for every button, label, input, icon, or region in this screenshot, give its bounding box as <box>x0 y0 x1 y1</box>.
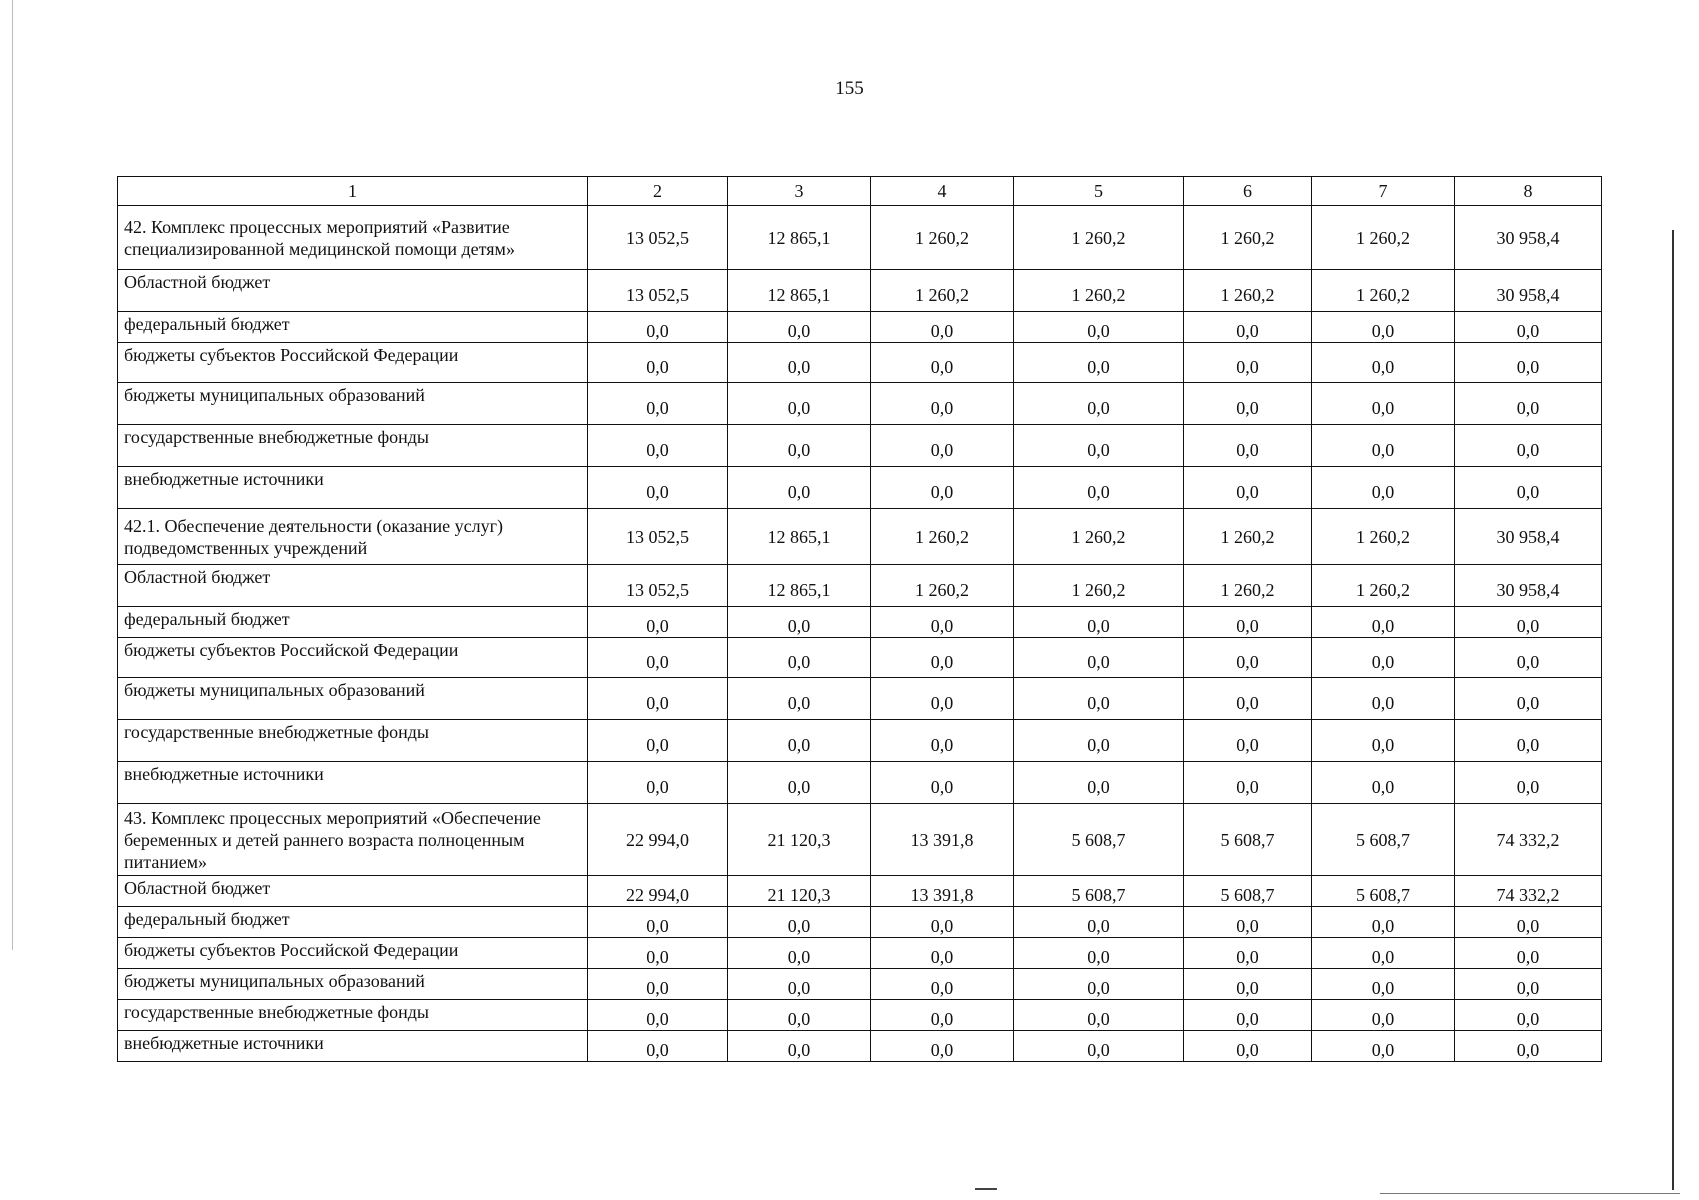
table-row <box>118 969 1602 1000</box>
value-cell: 0,0 <box>588 1031 728 1062</box>
value-cell: 21 120,3 <box>728 876 871 907</box>
value-cell: 0,0 <box>871 383 1014 425</box>
value-cell: 1 260,2 <box>1014 206 1184 270</box>
value-cell: 0,0 <box>1312 762 1455 804</box>
value-cell: 0,0 <box>871 907 1014 938</box>
value-cell: 0,0 <box>1184 607 1312 638</box>
value-cell: 0,0 <box>1184 969 1312 1000</box>
value-cell: 0,0 <box>1184 425 1312 467</box>
table-row <box>118 876 1602 907</box>
value-cell: 12 865,1 <box>728 565 871 607</box>
value-cell: 0,0 <box>588 1000 728 1031</box>
value-cell: 1 260,2 <box>1312 565 1455 607</box>
value-cell: 0,0 <box>728 343 871 383</box>
row-label: государственные внебюджетные фонды <box>118 1000 588 1031</box>
row-label: бюджеты муниципальных образований <box>118 969 588 1000</box>
row-label: бюджеты муниципальных образований <box>118 383 588 425</box>
row-label: федеральный бюджет <box>118 907 588 938</box>
value-cell: 0,0 <box>1014 383 1184 425</box>
value-cell: 0,0 <box>1014 938 1184 969</box>
value-cell: 0,0 <box>1455 425 1602 467</box>
value-cell: 0,0 <box>1014 425 1184 467</box>
column-header: 6 <box>1184 177 1312 206</box>
table-row <box>118 678 1602 720</box>
value-cell: 0,0 <box>871 312 1014 343</box>
value-cell: 13 391,8 <box>871 876 1014 907</box>
value-cell: 5 608,7 <box>1312 876 1455 907</box>
value-cell: 22 994,0 <box>588 804 728 876</box>
value-cell: 12 865,1 <box>728 270 871 312</box>
table-row <box>118 762 1602 804</box>
value-cell: 0,0 <box>1184 938 1312 969</box>
value-cell: 0,0 <box>728 907 871 938</box>
value-cell: 13 052,5 <box>588 270 728 312</box>
value-cell: 0,0 <box>1455 762 1602 804</box>
value-cell: 0,0 <box>1184 383 1312 425</box>
value-cell: 0,0 <box>1014 312 1184 343</box>
value-cell: 0,0 <box>1184 762 1312 804</box>
value-cell: 0,0 <box>1014 343 1184 383</box>
value-cell: 0,0 <box>1312 638 1455 678</box>
value-cell: 5 608,7 <box>1014 804 1184 876</box>
row-label: 42.1. Обеспечение деятельности (оказание услуг) подведомственных учреждений <box>118 509 588 565</box>
value-cell: 0,0 <box>1312 907 1455 938</box>
value-cell: 0,0 <box>728 1000 871 1031</box>
value-cell: 74 332,2 <box>1455 876 1602 907</box>
value-cell: 0,0 <box>871 678 1014 720</box>
value-cell: 0,0 <box>1184 312 1312 343</box>
value-cell: 0,0 <box>1312 969 1455 1000</box>
row-label: бюджеты субъектов Российской Федерации <box>118 343 588 383</box>
value-cell: 0,0 <box>588 312 728 343</box>
column-header: 2 <box>588 177 728 206</box>
table-row <box>118 425 1602 467</box>
column-header: 1 <box>118 177 588 206</box>
table-row <box>118 383 1602 425</box>
value-cell: 13 052,5 <box>588 565 728 607</box>
column-header: 8 <box>1455 177 1602 206</box>
value-cell: 0,0 <box>588 762 728 804</box>
value-cell: 1 260,2 <box>871 270 1014 312</box>
value-cell: 5 608,7 <box>1014 876 1184 907</box>
row-label: внебюджетные источники <box>118 1031 588 1062</box>
value-cell: 0,0 <box>588 425 728 467</box>
value-cell: 0,0 <box>1312 607 1455 638</box>
value-cell: 13 391,8 <box>871 804 1014 876</box>
value-cell: 0,0 <box>588 678 728 720</box>
value-cell: 0,0 <box>1312 678 1455 720</box>
value-cell: 0,0 <box>588 343 728 383</box>
table-row <box>118 938 1602 969</box>
value-cell: 0,0 <box>1184 638 1312 678</box>
value-cell: 0,0 <box>588 969 728 1000</box>
value-cell: 0,0 <box>1312 343 1455 383</box>
value-cell: 0,0 <box>1455 343 1602 383</box>
row-label: федеральный бюджет <box>118 607 588 638</box>
value-cell: 0,0 <box>1455 1031 1602 1062</box>
value-cell: 0,0 <box>728 720 871 762</box>
value-cell: 0,0 <box>1014 638 1184 678</box>
row-label: Областной бюджет <box>118 270 588 312</box>
row-label: государственные внебюджетные фонды <box>118 425 588 467</box>
value-cell: 13 052,5 <box>588 509 728 565</box>
value-cell: 0,0 <box>1014 720 1184 762</box>
row-label: бюджеты муниципальных образований <box>118 678 588 720</box>
table-row <box>118 270 1602 312</box>
value-cell: 0,0 <box>1184 343 1312 383</box>
table-row <box>118 638 1602 678</box>
value-cell: 30 958,4 <box>1455 509 1602 565</box>
value-cell: 0,0 <box>1455 638 1602 678</box>
value-cell: 1 260,2 <box>1184 565 1312 607</box>
value-cell: 0,0 <box>588 467 728 509</box>
value-cell: 0,0 <box>728 969 871 1000</box>
value-cell: 0,0 <box>1184 467 1312 509</box>
value-cell: 0,0 <box>871 1031 1014 1062</box>
value-cell: 13 052,5 <box>588 206 728 270</box>
value-cell: 12 865,1 <box>728 509 871 565</box>
scan-mark <box>975 1188 997 1190</box>
value-cell: 0,0 <box>588 907 728 938</box>
value-cell: 0,0 <box>871 638 1014 678</box>
value-cell: 0,0 <box>1014 762 1184 804</box>
value-cell: 1 260,2 <box>1184 270 1312 312</box>
value-cell: 0,0 <box>588 607 728 638</box>
value-cell: 0,0 <box>1014 969 1184 1000</box>
row-label: бюджеты субъектов Российской Федерации <box>118 638 588 678</box>
value-cell: 0,0 <box>1312 720 1455 762</box>
row-label: внебюджетные источники <box>118 467 588 509</box>
table-row <box>118 720 1602 762</box>
column-header: 5 <box>1014 177 1184 206</box>
row-label: государственные внебюджетные фонды <box>118 720 588 762</box>
value-cell: 0,0 <box>1455 383 1602 425</box>
column-header: 7 <box>1312 177 1455 206</box>
value-cell: 0,0 <box>728 1031 871 1062</box>
value-cell: 0,0 <box>728 678 871 720</box>
value-cell: 0,0 <box>1184 1031 1312 1062</box>
value-cell: 1 260,2 <box>1184 206 1312 270</box>
value-cell: 0,0 <box>1455 312 1602 343</box>
value-cell: 0,0 <box>1312 938 1455 969</box>
value-cell: 0,0 <box>1455 969 1602 1000</box>
value-cell: 30 958,4 <box>1455 206 1602 270</box>
table-row <box>118 312 1602 343</box>
value-cell: 0,0 <box>1184 678 1312 720</box>
value-cell: 0,0 <box>1014 607 1184 638</box>
value-cell: 5 608,7 <box>1184 804 1312 876</box>
value-cell: 0,0 <box>871 467 1014 509</box>
value-cell: 0,0 <box>871 762 1014 804</box>
value-cell: 0,0 <box>871 343 1014 383</box>
value-cell: 1 260,2 <box>1312 206 1455 270</box>
value-cell: 0,0 <box>728 467 871 509</box>
value-cell: 0,0 <box>1455 907 1602 938</box>
row-label: Областной бюджет <box>118 876 588 907</box>
value-cell: 0,0 <box>1014 467 1184 509</box>
value-cell: 0,0 <box>1455 678 1602 720</box>
row-label: федеральный бюджет <box>118 312 588 343</box>
value-cell: 0,0 <box>1184 1000 1312 1031</box>
value-cell: 1 260,2 <box>871 565 1014 607</box>
value-cell: 1 260,2 <box>1014 509 1184 565</box>
value-cell: 1 260,2 <box>1184 509 1312 565</box>
table-row <box>118 1031 1602 1062</box>
table-row-section <box>118 509 1602 565</box>
value-cell: 0,0 <box>1014 907 1184 938</box>
row-label: бюджеты субъектов Российской Федерации <box>118 938 588 969</box>
header-row <box>118 177 1602 206</box>
value-cell: 0,0 <box>1184 907 1312 938</box>
value-cell: 0,0 <box>1455 607 1602 638</box>
value-cell: 0,0 <box>1455 1000 1602 1031</box>
value-cell: 1 260,2 <box>871 206 1014 270</box>
value-cell: 30 958,4 <box>1455 270 1602 312</box>
value-cell: 0,0 <box>728 638 871 678</box>
row-label: внебюджетные источники <box>118 762 588 804</box>
value-cell: 0,0 <box>728 383 871 425</box>
column-header: 4 <box>871 177 1014 206</box>
table-row-section <box>118 206 1602 270</box>
value-cell: 0,0 <box>871 938 1014 969</box>
table-row <box>118 607 1602 638</box>
table-row <box>118 565 1602 607</box>
value-cell: 0,0 <box>1312 312 1455 343</box>
table-row-section <box>118 804 1602 876</box>
value-cell: 0,0 <box>871 1000 1014 1031</box>
value-cell: 0,0 <box>1455 720 1602 762</box>
value-cell: 0,0 <box>1455 938 1602 969</box>
value-cell: 0,0 <box>588 938 728 969</box>
value-cell: 0,0 <box>1014 1031 1184 1062</box>
value-cell: 0,0 <box>1014 678 1184 720</box>
value-cell: 0,0 <box>728 607 871 638</box>
value-cell: 0,0 <box>1455 467 1602 509</box>
table-row <box>118 1000 1602 1031</box>
value-cell: 0,0 <box>871 969 1014 1000</box>
value-cell: 22 994,0 <box>588 876 728 907</box>
value-cell: 0,0 <box>1312 1031 1455 1062</box>
value-cell: 0,0 <box>728 762 871 804</box>
value-cell: 5 608,7 <box>1184 876 1312 907</box>
value-cell: 1 260,2 <box>871 509 1014 565</box>
value-cell: 0,0 <box>1184 720 1312 762</box>
table-row <box>118 343 1602 383</box>
value-cell: 0,0 <box>1312 467 1455 509</box>
value-cell: 1 260,2 <box>1312 270 1455 312</box>
value-cell: 12 865,1 <box>728 206 871 270</box>
value-cell: 21 120,3 <box>728 804 871 876</box>
value-cell: 0,0 <box>588 638 728 678</box>
column-header: 3 <box>728 177 871 206</box>
budget-table <box>117 176 1602 1062</box>
value-cell: 0,0 <box>871 425 1014 467</box>
value-cell: 0,0 <box>728 425 871 467</box>
value-cell: 0,0 <box>1014 1000 1184 1031</box>
value-cell: 1 260,2 <box>1014 270 1184 312</box>
value-cell: 1 260,2 <box>1014 565 1184 607</box>
value-cell: 74 332,2 <box>1455 804 1602 876</box>
page-number: 155 <box>835 78 864 99</box>
value-cell: 0,0 <box>1312 425 1455 467</box>
row-label: 43. Комплекс процессных мероприятий «Обеспечение беременных и детей раннего возраста полноценным питанием» <box>118 804 588 876</box>
table-row <box>118 467 1602 509</box>
value-cell: 0,0 <box>871 607 1014 638</box>
scan-edge-bottom <box>1380 1193 1680 1194</box>
value-cell: 0,0 <box>588 720 728 762</box>
value-cell: 5 608,7 <box>1312 804 1455 876</box>
value-cell: 0,0 <box>728 938 871 969</box>
value-cell: 1 260,2 <box>1312 509 1455 565</box>
scan-edge-left <box>12 0 13 950</box>
value-cell: 0,0 <box>871 720 1014 762</box>
table-body <box>118 206 1602 1062</box>
row-label: Областной бюджет <box>118 565 588 607</box>
value-cell: 0,0 <box>1312 1000 1455 1031</box>
value-cell: 0,0 <box>1312 383 1455 425</box>
table-row <box>118 907 1602 938</box>
scan-edge-right <box>1672 230 1674 1190</box>
row-label: 42. Комплекс процессных мероприятий «Развитие специализированной медицинской помощи детям» <box>118 206 588 270</box>
value-cell: 30 958,4 <box>1455 565 1602 607</box>
value-cell: 0,0 <box>588 383 728 425</box>
value-cell: 0,0 <box>728 312 871 343</box>
